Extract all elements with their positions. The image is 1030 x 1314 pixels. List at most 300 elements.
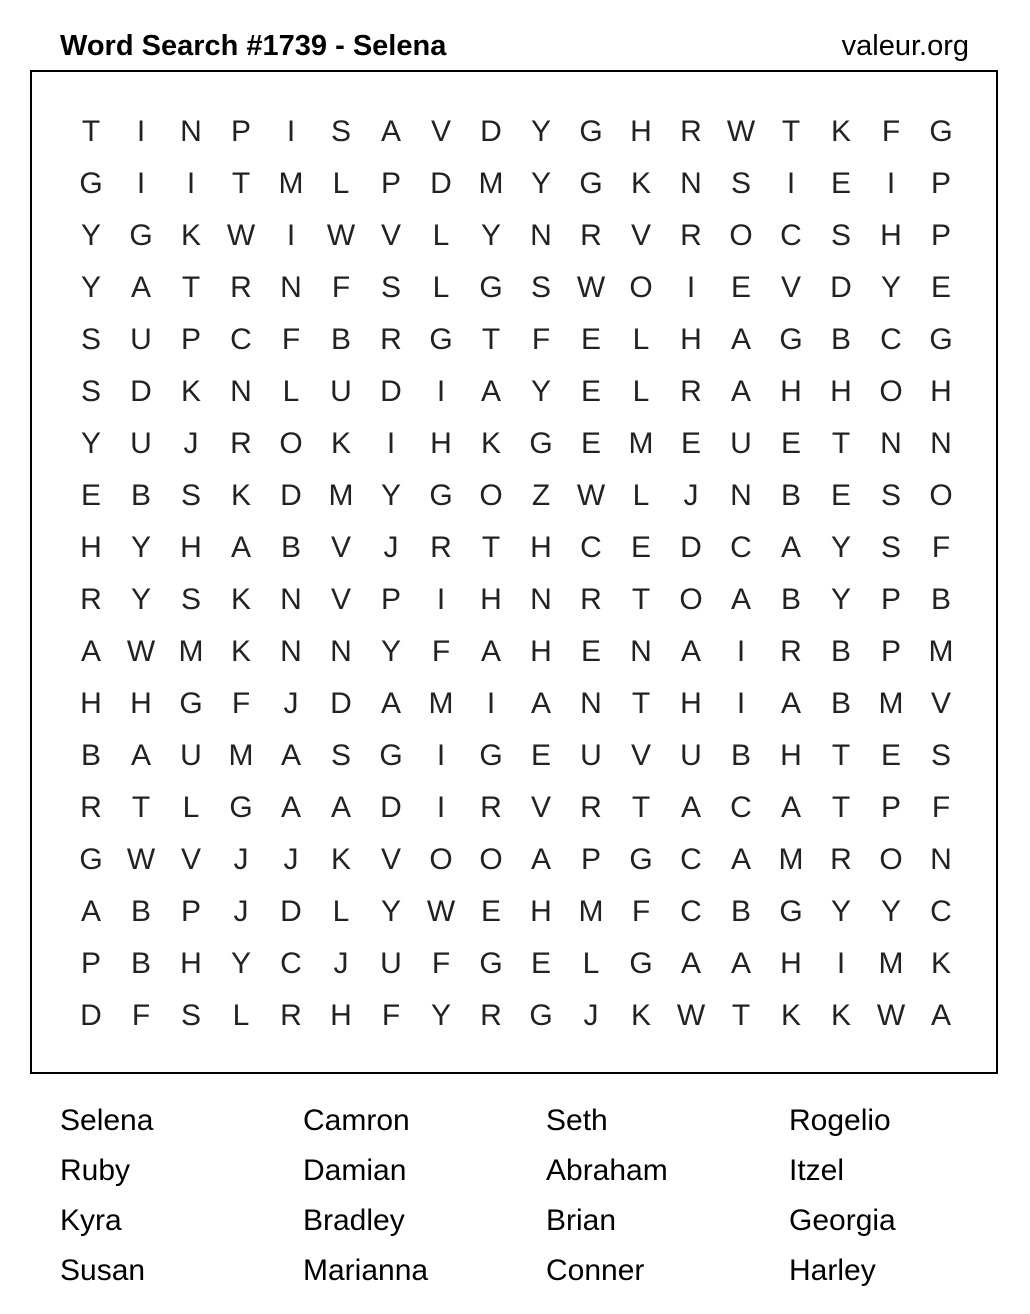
grid-cell[interactable]: I <box>836 947 846 980</box>
grid-cell[interactable]: G <box>429 479 453 512</box>
grid-cell[interactable]: H <box>780 375 802 408</box>
grid-cell[interactable]: D <box>830 271 852 304</box>
grid-cell[interactable]: V <box>180 843 201 876</box>
grid-cell[interactable]: B <box>130 895 151 928</box>
grid-cell[interactable]: W <box>676 999 706 1032</box>
grid-cell[interactable]: S <box>180 479 201 512</box>
grid-cell[interactable]: I <box>186 167 196 200</box>
grid-cell[interactable]: A <box>680 791 701 824</box>
grid-cell[interactable]: E <box>880 739 901 772</box>
grid-cell[interactable]: D <box>80 999 102 1032</box>
grid-cell[interactable]: B <box>730 739 751 772</box>
grid-cell[interactable]: K <box>630 167 651 200</box>
grid-cell[interactable]: E <box>780 427 801 460</box>
grid-cell[interactable]: Y <box>530 115 551 148</box>
grid-cell[interactable]: R <box>580 219 602 252</box>
grid-cell[interactable]: P <box>230 115 251 148</box>
grid-cell[interactable]: E <box>730 271 751 304</box>
grid-cell[interactable]: W <box>226 219 256 252</box>
grid-cell[interactable]: T <box>481 323 501 356</box>
grid-cell[interactable]: T <box>831 427 851 460</box>
grid-cell[interactable]: M <box>228 739 254 772</box>
grid-cell[interactable]: M <box>878 687 904 720</box>
grid-cell[interactable]: R <box>680 375 702 408</box>
grid-cell[interactable]: W <box>426 895 456 928</box>
grid-cell[interactable]: L <box>232 999 250 1032</box>
grid-cell[interactable]: D <box>280 895 302 928</box>
grid-cell[interactable]: M <box>928 635 954 668</box>
grid-cell[interactable]: V <box>430 115 451 148</box>
grid-cell[interactable]: T <box>631 583 651 616</box>
grid-cell[interactable]: A <box>80 635 101 668</box>
grid-cell[interactable]: Y <box>830 583 851 616</box>
grid-cell[interactable]: N <box>680 167 702 200</box>
grid-cell[interactable]: T <box>631 687 651 720</box>
grid-cell[interactable]: B <box>130 947 151 980</box>
grid-cell[interactable]: B <box>130 479 151 512</box>
grid-cell[interactable]: G <box>929 323 953 356</box>
grid-cell[interactable]: K <box>330 843 351 876</box>
grid-cell[interactable]: S <box>730 167 751 200</box>
grid-cell[interactable]: T <box>231 167 251 200</box>
grid-cell[interactable]: I <box>436 583 446 616</box>
grid-cell[interactable]: H <box>330 999 352 1032</box>
grid-cell[interactable]: H <box>530 531 552 564</box>
grid-cell[interactable]: H <box>880 219 902 252</box>
grid-cell[interactable]: N <box>180 115 202 148</box>
grid-cell[interactable]: H <box>630 115 652 148</box>
grid-cell[interactable]: Y <box>880 271 901 304</box>
grid-cell[interactable]: A <box>230 531 251 564</box>
grid-cell[interactable]: U <box>130 427 152 460</box>
grid-cell[interactable]: F <box>431 635 451 668</box>
grid-cell[interactable]: R <box>680 219 702 252</box>
grid-cell[interactable]: N <box>330 635 352 668</box>
grid-cell[interactable]: Y <box>80 271 101 304</box>
grid-cell[interactable]: G <box>479 739 503 772</box>
grid-cell[interactable]: M <box>478 167 504 200</box>
grid-cell[interactable]: O <box>729 219 753 252</box>
grid-cell[interactable]: J <box>233 843 249 876</box>
grid-cell[interactable]: V <box>630 219 651 252</box>
grid-cell[interactable]: R <box>280 999 302 1032</box>
grid-cell[interactable]: L <box>432 219 450 252</box>
grid-cell[interactable]: U <box>730 427 752 460</box>
grid-cell[interactable]: I <box>486 687 496 720</box>
grid-cell[interactable]: A <box>730 843 751 876</box>
grid-cell[interactable]: G <box>579 115 603 148</box>
grid-cell[interactable]: F <box>531 323 551 356</box>
grid-cell[interactable]: S <box>80 323 101 356</box>
grid-cell[interactable]: O <box>879 375 903 408</box>
grid-cell[interactable]: F <box>331 271 351 304</box>
grid-cell[interactable]: E <box>580 635 601 668</box>
grid-cell[interactable]: A <box>330 791 351 824</box>
grid-cell[interactable]: C <box>280 947 302 980</box>
grid-cell[interactable]: S <box>330 115 351 148</box>
grid-cell[interactable]: L <box>632 375 650 408</box>
grid-cell[interactable]: A <box>730 583 751 616</box>
grid-cell[interactable]: E <box>80 479 101 512</box>
grid-cell[interactable]: E <box>530 947 551 980</box>
grid-cell[interactable]: K <box>830 999 851 1032</box>
grid-cell[interactable]: A <box>130 739 151 772</box>
grid-cell[interactable]: M <box>578 895 604 928</box>
grid-cell[interactable]: B <box>930 583 951 616</box>
grid-cell[interactable]: C <box>930 895 952 928</box>
grid-cell[interactable]: R <box>480 791 502 824</box>
grid-cell[interactable]: T <box>831 739 851 772</box>
grid-cell[interactable]: J <box>283 843 299 876</box>
grid-cell[interactable]: Y <box>380 479 401 512</box>
grid-cell[interactable]: R <box>480 999 502 1032</box>
grid-cell[interactable]: T <box>831 791 851 824</box>
grid-cell[interactable]: Y <box>830 895 851 928</box>
grid-cell[interactable]: K <box>780 999 801 1032</box>
grid-cell[interactable]: R <box>830 843 852 876</box>
grid-cell[interactable]: V <box>930 687 951 720</box>
grid-cell[interactable]: W <box>576 271 606 304</box>
grid-cell[interactable]: A <box>680 947 701 980</box>
grid-cell[interactable]: Y <box>230 947 251 980</box>
grid-cell[interactable]: T <box>781 115 801 148</box>
grid-cell[interactable]: Y <box>130 583 151 616</box>
grid-cell[interactable]: G <box>129 219 153 252</box>
grid-cell[interactable]: K <box>930 947 951 980</box>
grid-cell[interactable]: J <box>233 895 249 928</box>
grid-cell[interactable]: V <box>380 843 401 876</box>
grid-cell[interactable]: I <box>786 167 796 200</box>
grid-cell[interactable]: I <box>686 271 696 304</box>
grid-cell[interactable]: E <box>630 531 651 564</box>
grid-cell[interactable]: P <box>180 323 201 356</box>
grid-cell[interactable]: C <box>580 531 602 564</box>
grid-cell[interactable]: P <box>180 895 201 928</box>
grid-cell[interactable]: K <box>230 479 251 512</box>
grid-cell[interactable]: A <box>680 635 701 668</box>
grid-cell[interactable]: C <box>730 791 752 824</box>
grid-cell[interactable]: A <box>380 115 401 148</box>
grid-cell[interactable]: H <box>80 687 102 720</box>
grid-cell[interactable]: G <box>179 687 203 720</box>
grid-cell[interactable]: C <box>730 531 752 564</box>
grid-cell[interactable]: M <box>428 687 454 720</box>
grid-cell[interactable]: K <box>480 427 501 460</box>
grid-cell[interactable]: N <box>230 375 252 408</box>
grid-cell[interactable]: D <box>330 687 352 720</box>
grid-cell[interactable]: O <box>929 479 953 512</box>
grid-cell[interactable]: O <box>629 271 653 304</box>
grid-cell[interactable]: G <box>629 843 653 876</box>
grid-cell[interactable]: F <box>131 999 151 1032</box>
grid-cell[interactable]: S <box>380 271 401 304</box>
grid-cell[interactable]: Y <box>430 999 451 1032</box>
grid-cell[interactable]: S <box>930 739 951 772</box>
grid-cell[interactable]: S <box>80 375 101 408</box>
grid-cell[interactable]: H <box>930 375 952 408</box>
grid-cell[interactable]: T <box>731 999 751 1032</box>
grid-cell[interactable]: L <box>632 479 650 512</box>
grid-cell[interactable]: A <box>280 791 301 824</box>
grid-cell[interactable]: Y <box>380 895 401 928</box>
grid-cell[interactable]: E <box>480 895 501 928</box>
grid-cell[interactable]: E <box>830 167 851 200</box>
grid-cell[interactable]: U <box>180 739 202 772</box>
grid-cell[interactable]: W <box>326 219 356 252</box>
grid-cell[interactable]: R <box>580 583 602 616</box>
grid-cell[interactable]: Y <box>530 167 551 200</box>
grid-cell[interactable]: D <box>380 375 402 408</box>
grid-cell[interactable]: D <box>480 115 502 148</box>
grid-cell[interactable]: F <box>231 687 251 720</box>
grid-cell[interactable]: H <box>780 947 802 980</box>
grid-cell[interactable]: B <box>830 323 851 356</box>
grid-cell[interactable]: V <box>330 583 351 616</box>
grid-cell[interactable]: I <box>436 375 446 408</box>
grid-cell[interactable]: R <box>80 583 102 616</box>
grid-cell[interactable]: M <box>278 167 304 200</box>
grid-cell[interactable]: L <box>432 271 450 304</box>
grid-cell[interactable]: M <box>878 947 904 980</box>
grid-cell[interactable]: J <box>333 947 349 980</box>
grid-cell[interactable]: J <box>283 687 299 720</box>
grid-cell[interactable]: B <box>830 687 851 720</box>
grid-cell[interactable]: I <box>386 427 396 460</box>
grid-cell[interactable]: D <box>130 375 152 408</box>
grid-cell[interactable]: P <box>880 635 901 668</box>
grid-cell[interactable]: H <box>680 687 702 720</box>
grid-cell[interactable]: G <box>629 947 653 980</box>
grid-cell[interactable]: W <box>576 479 606 512</box>
grid-cell[interactable]: W <box>126 843 156 876</box>
grid-cell[interactable]: N <box>530 583 552 616</box>
grid-cell[interactable]: H <box>780 739 802 772</box>
grid-cell[interactable]: I <box>436 791 446 824</box>
grid-cell[interactable]: A <box>480 375 501 408</box>
grid-cell[interactable]: R <box>80 791 102 824</box>
grid-cell[interactable]: N <box>280 583 302 616</box>
grid-cell[interactable]: U <box>130 323 152 356</box>
grid-cell[interactable]: A <box>130 271 151 304</box>
grid-cell[interactable]: C <box>680 895 702 928</box>
grid-cell[interactable]: S <box>880 531 901 564</box>
grid-cell[interactable]: T <box>631 791 651 824</box>
grid-cell[interactable]: Y <box>830 531 851 564</box>
grid-cell[interactable]: P <box>380 583 401 616</box>
grid-cell[interactable]: I <box>136 167 146 200</box>
grid-cell[interactable]: N <box>930 427 952 460</box>
grid-cell[interactable]: A <box>80 895 101 928</box>
grid-cell[interactable]: G <box>429 323 453 356</box>
grid-cell[interactable]: U <box>580 739 602 772</box>
grid-cell[interactable]: G <box>929 115 953 148</box>
grid-cell[interactable]: T <box>131 791 151 824</box>
grid-cell[interactable]: G <box>529 999 553 1032</box>
grid-cell[interactable]: H <box>530 635 552 668</box>
grid-cell[interactable]: B <box>730 895 751 928</box>
grid-cell[interactable]: N <box>580 687 602 720</box>
grid-cell[interactable]: S <box>180 999 201 1032</box>
grid-cell[interactable]: K <box>180 375 201 408</box>
grid-cell[interactable]: O <box>679 583 703 616</box>
grid-cell[interactable]: O <box>879 843 903 876</box>
grid-cell[interactable]: Y <box>80 427 101 460</box>
grid-cell[interactable]: B <box>80 739 101 772</box>
grid-cell[interactable]: C <box>780 219 802 252</box>
grid-cell[interactable]: G <box>779 323 803 356</box>
grid-cell[interactable]: A <box>380 687 401 720</box>
grid-cell[interactable]: R <box>580 791 602 824</box>
grid-cell[interactable]: N <box>880 427 902 460</box>
grid-cell[interactable]: R <box>230 427 252 460</box>
grid-cell[interactable]: G <box>479 947 503 980</box>
grid-cell[interactable]: W <box>726 115 756 148</box>
grid-cell[interactable]: H <box>830 375 852 408</box>
grid-cell[interactable]: B <box>830 635 851 668</box>
grid-cell[interactable]: F <box>881 115 901 148</box>
grid-cell[interactable]: N <box>280 271 302 304</box>
grid-cell[interactable]: V <box>630 739 651 772</box>
grid-cell[interactable]: I <box>886 167 896 200</box>
grid-cell[interactable]: R <box>230 271 252 304</box>
grid-cell[interactable]: H <box>480 583 502 616</box>
grid-cell[interactable]: N <box>730 479 752 512</box>
grid-cell[interactable]: T <box>81 115 101 148</box>
grid-cell[interactable]: L <box>332 167 350 200</box>
grid-cell[interactable]: W <box>126 635 156 668</box>
grid-cell[interactable]: H <box>180 947 202 980</box>
grid-cell[interactable]: G <box>529 427 553 460</box>
grid-cell[interactable]: I <box>436 739 446 772</box>
grid-cell[interactable]: J <box>683 479 699 512</box>
grid-cell[interactable]: P <box>880 583 901 616</box>
grid-cell[interactable]: E <box>530 739 551 772</box>
grid-cell[interactable]: B <box>780 479 801 512</box>
grid-cell[interactable]: O <box>279 427 303 460</box>
grid-cell[interactable]: N <box>630 635 652 668</box>
grid-cell[interactable]: J <box>183 427 199 460</box>
grid-cell[interactable]: U <box>330 375 352 408</box>
grid-cell[interactable]: N <box>530 219 552 252</box>
grid-cell[interactable]: F <box>431 947 451 980</box>
grid-cell[interactable]: P <box>880 791 901 824</box>
grid-cell[interactable]: Y <box>880 895 901 928</box>
grid-cell[interactable]: B <box>280 531 301 564</box>
grid-cell[interactable]: E <box>580 427 601 460</box>
grid-cell[interactable]: A <box>780 791 801 824</box>
grid-cell[interactable]: A <box>730 947 751 980</box>
grid-cell[interactable]: A <box>530 687 551 720</box>
grid-cell[interactable]: A <box>780 531 801 564</box>
grid-cell[interactable]: Z <box>531 479 551 512</box>
grid-cell[interactable]: V <box>530 791 551 824</box>
grid-cell[interactable]: F <box>381 999 401 1032</box>
grid-cell[interactable]: V <box>380 219 401 252</box>
grid-cell[interactable]: W <box>876 999 906 1032</box>
grid-cell[interactable]: S <box>330 739 351 772</box>
grid-cell[interactable]: A <box>480 635 501 668</box>
grid-cell[interactable]: D <box>380 791 402 824</box>
grid-cell[interactable]: G <box>479 271 503 304</box>
grid-cell[interactable]: F <box>281 323 301 356</box>
grid-cell[interactable]: A <box>530 843 551 876</box>
grid-cell[interactable]: K <box>630 999 651 1032</box>
grid-cell[interactable]: O <box>479 479 503 512</box>
grid-cell[interactable]: C <box>230 323 252 356</box>
grid-cell[interactable]: R <box>680 115 702 148</box>
grid-cell[interactable]: O <box>429 843 453 876</box>
grid-cell[interactable]: A <box>280 739 301 772</box>
grid-cell[interactable]: H <box>180 531 202 564</box>
grid-cell[interactable]: I <box>136 115 146 148</box>
grid-cell[interactable]: G <box>379 739 403 772</box>
grid-cell[interactable]: S <box>830 219 851 252</box>
grid-cell[interactable]: T <box>181 271 201 304</box>
grid-cell[interactable]: P <box>80 947 101 980</box>
grid-cell[interactable]: O <box>479 843 503 876</box>
grid-cell[interactable]: Y <box>480 219 501 252</box>
grid-cell[interactable]: R <box>380 323 402 356</box>
grid-cell[interactable]: G <box>79 843 103 876</box>
grid-cell[interactable]: G <box>579 167 603 200</box>
grid-cell[interactable]: Y <box>130 531 151 564</box>
grid-cell[interactable]: U <box>380 947 402 980</box>
grid-cell[interactable]: V <box>780 271 801 304</box>
grid-cell[interactable]: P <box>380 167 401 200</box>
grid-cell[interactable]: L <box>182 791 200 824</box>
grid-cell[interactable]: Y <box>80 219 101 252</box>
grid-cell[interactable]: K <box>830 115 851 148</box>
grid-cell[interactable]: A <box>930 999 951 1032</box>
grid-cell[interactable]: P <box>580 843 601 876</box>
grid-cell[interactable]: H <box>530 895 552 928</box>
grid-cell[interactable]: F <box>931 791 951 824</box>
grid-cell[interactable]: M <box>778 843 804 876</box>
grid-cell[interactable]: L <box>582 947 600 980</box>
grid-cell[interactable]: P <box>930 167 951 200</box>
grid-cell[interactable]: H <box>680 323 702 356</box>
grid-cell[interactable]: B <box>780 583 801 616</box>
grid-cell[interactable]: D <box>430 167 452 200</box>
grid-cell[interactable]: A <box>730 375 751 408</box>
grid-cell[interactable]: M <box>628 427 654 460</box>
grid-cell[interactable]: N <box>930 843 952 876</box>
grid-cell[interactable]: J <box>383 531 399 564</box>
grid-cell[interactable]: L <box>632 323 650 356</box>
grid-cell[interactable]: I <box>286 219 296 252</box>
grid-cell[interactable]: H <box>80 531 102 564</box>
grid-cell[interactable]: I <box>286 115 296 148</box>
grid-cell[interactable]: Y <box>530 375 551 408</box>
grid-cell[interactable]: D <box>680 531 702 564</box>
grid-cell[interactable]: K <box>230 583 251 616</box>
grid-cell[interactable]: C <box>880 323 902 356</box>
grid-cell[interactable]: E <box>580 323 601 356</box>
grid-cell[interactable]: K <box>230 635 251 668</box>
grid-cell[interactable]: G <box>229 791 253 824</box>
grid-cell[interactable]: V <box>330 531 351 564</box>
grid-cell[interactable]: I <box>736 687 746 720</box>
grid-cell[interactable]: R <box>780 635 802 668</box>
grid-cell[interactable]: E <box>830 479 851 512</box>
grid-cell[interactable]: C <box>680 843 702 876</box>
grid-cell[interactable]: D <box>280 479 302 512</box>
grid-cell[interactable]: S <box>530 271 551 304</box>
grid-cell[interactable]: Y <box>380 635 401 668</box>
grid-cell[interactable]: S <box>880 479 901 512</box>
grid-cell[interactable]: I <box>736 635 746 668</box>
grid-cell[interactable]: K <box>180 219 201 252</box>
